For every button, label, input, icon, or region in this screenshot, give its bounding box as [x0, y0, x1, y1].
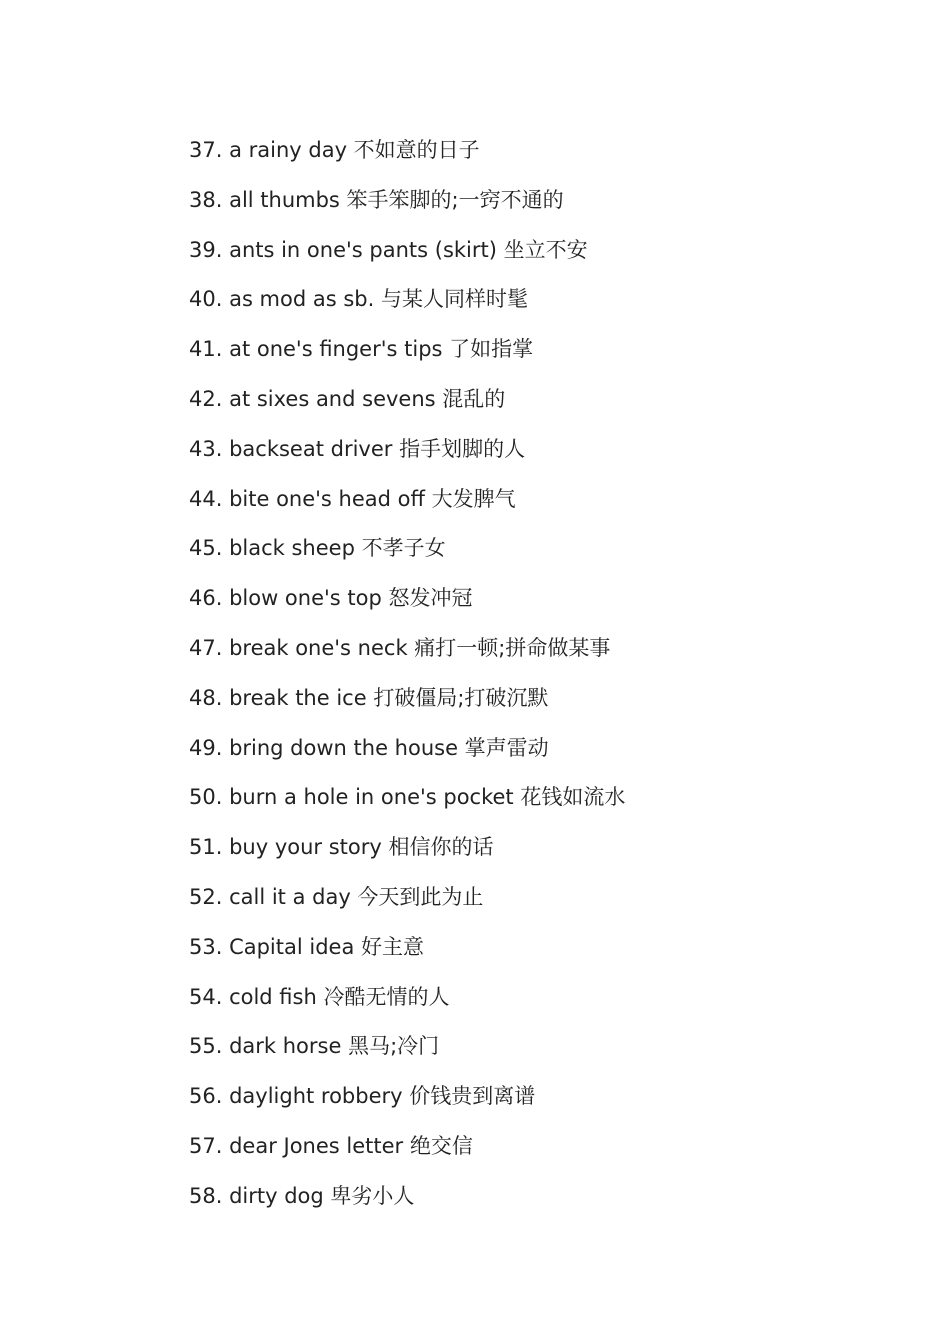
list-item	[189, 1182, 625, 1232]
list-item-text: 39. ants in one's pants (skirt) 坐立不安	[189, 237, 588, 262]
list-item-text: 47. break one's neck 痛打一顿;拼命做某事	[189, 635, 611, 660]
list-item	[189, 485, 625, 535]
list-item	[189, 136, 625, 186]
list-item-text: 54. cold fish 冷酷无情的人	[189, 984, 450, 1009]
list-item	[189, 236, 625, 286]
list-item	[189, 435, 625, 485]
list-item-text: 57. dear Jones letter 绝交信	[189, 1133, 473, 1158]
list-item-text: 44. bite one's head off 大发脾气	[189, 486, 516, 511]
list-item-text: 58. dirty dog 卑劣小人	[189, 1183, 415, 1208]
list-item	[189, 734, 625, 784]
list-item	[189, 584, 625, 634]
list-item-text: 37. a rainy day 不如意的日子	[189, 138, 480, 162]
list-item	[189, 883, 625, 933]
list-item-text: 42. at sixes and sevens 混乱的	[189, 386, 506, 411]
list-item	[189, 285, 625, 335]
list-item-text: 55. dark horse 黑马;冷门	[189, 1034, 440, 1059]
list-item	[189, 385, 625, 435]
list-item	[189, 534, 625, 584]
list-item-text: 43. backseat driver 指手划脚的人	[189, 436, 526, 461]
list-item-text: 53. Capital idea 好主意	[189, 934, 425, 959]
list-item-text: 40. as mod as sb. 与某人同样时髦	[189, 287, 528, 312]
list-item	[189, 186, 625, 236]
list-item-text: 46. blow one's top 怒发冲冠	[189, 586, 473, 611]
list-item-text: 56. daylight robbery 价钱贵到离谱	[189, 1084, 536, 1109]
list-item	[189, 933, 625, 983]
list-item	[189, 1082, 625, 1132]
idiom-list	[189, 136, 625, 1232]
list-item	[189, 983, 625, 1033]
list-item-text: 52. call it a day 今天到此为止	[189, 884, 484, 909]
list-item	[189, 1132, 625, 1182]
list-item	[189, 1032, 625, 1082]
list-item-text: 48. break the ice 打破僵局;打破沉默	[189, 685, 549, 710]
list-item	[189, 335, 625, 385]
list-item	[189, 833, 625, 883]
list-item	[189, 634, 625, 684]
list-item-text: 38. all thumbs 笨手笨脚的;一窍不通的	[189, 187, 564, 212]
list-item	[189, 684, 625, 734]
list-item-text: 41. at one's finger's tips 了如指掌	[189, 337, 534, 362]
list-item-text: 45. black sheep 不孝子女	[189, 536, 446, 561]
list-item-text: 49. bring down the house 掌声雷动	[189, 735, 549, 760]
list-item	[189, 783, 625, 833]
list-item-text: 51. buy your story 相信你的话	[189, 835, 494, 860]
list-item-text: 50. burn a hole in one's pocket 花钱如流水	[189, 785, 626, 810]
